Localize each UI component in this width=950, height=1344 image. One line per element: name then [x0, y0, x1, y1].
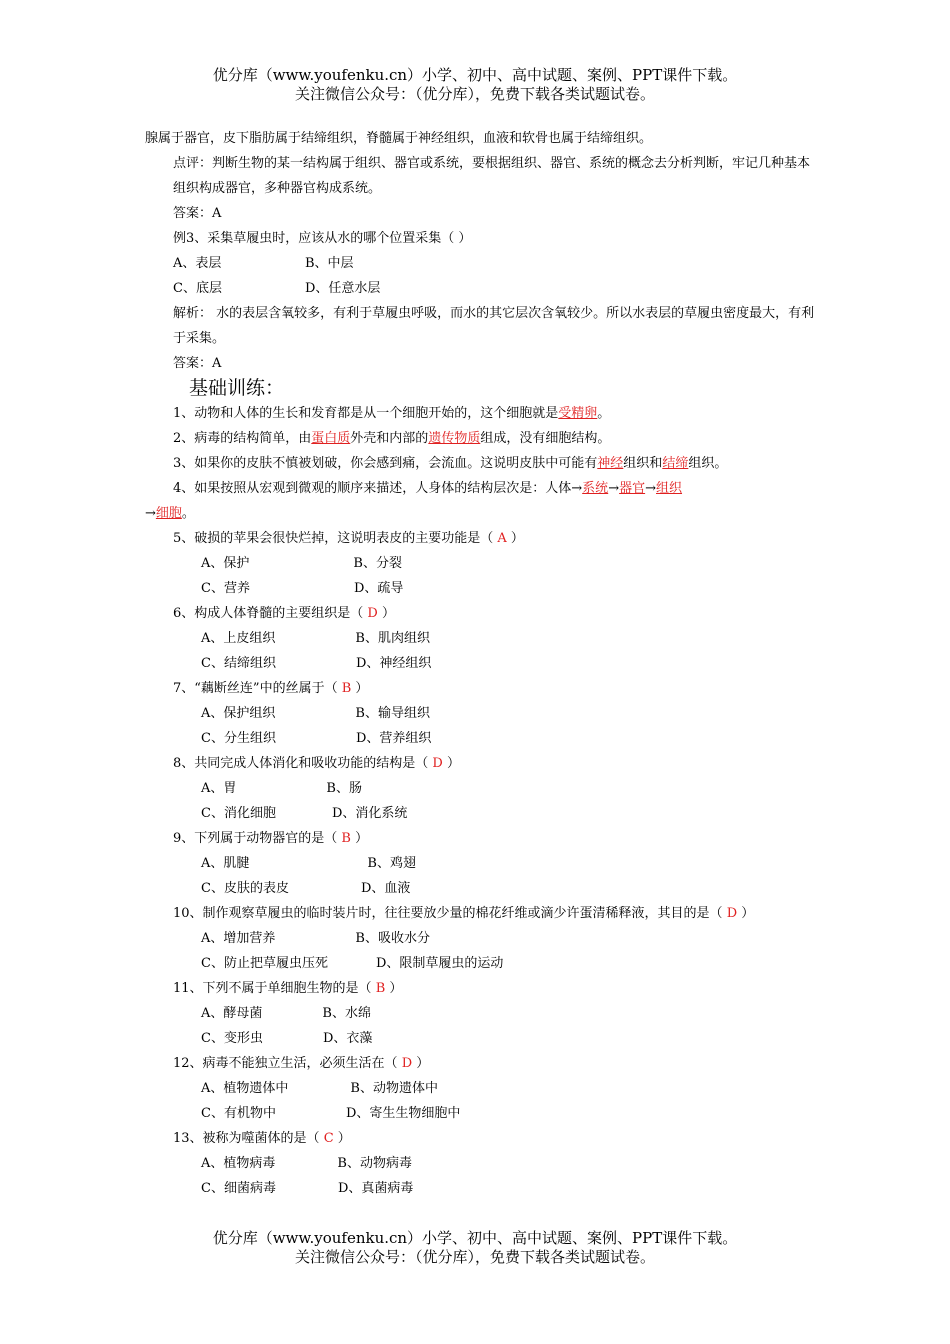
fill-question-2: [145, 426, 815, 451]
stem-text: 7、“藕断丝连”中的丝属于（: [173, 681, 342, 696]
mc-options-row: [145, 651, 815, 676]
mc-options-row: [145, 1026, 815, 1051]
q3-answer-2: 结缔: [662, 456, 689, 471]
mc-options-row: [145, 626, 815, 651]
mc-option: C、营养: [201, 581, 250, 596]
header-line-1: 优分库（www.youfenku.cn）小学、初中、高中试题、案例、PPT课件下载。: [212, 66, 738, 84]
example3-analysis: [145, 301, 815, 351]
q4-answer-4: 细胞: [155, 506, 182, 521]
fill-question-4: [145, 476, 815, 501]
mc-options-row: [145, 776, 815, 801]
mc-options-row: [145, 801, 815, 826]
commentary-paragraph: [145, 151, 815, 201]
stem-text: 11、下列不属于单细胞生物的是（: [173, 981, 376, 996]
mc-option: C、防止把草履虫压死: [201, 956, 328, 971]
mc-options-row: [145, 701, 815, 726]
fill-question-3: [145, 451, 815, 476]
stem-text: 12、病毒不能独立生活，必须生活在（: [173, 1056, 402, 1071]
mc-option: D、疏导: [353, 581, 404, 596]
answer-letter: D: [432, 756, 443, 771]
mc-option: A、增加营养: [201, 931, 276, 946]
q1-answer: 受精卵: [558, 406, 598, 421]
example3-answer: 答案：A: [173, 356, 222, 371]
mc-option: A、胃: [201, 781, 237, 796]
mc-option: B、鸡翅: [367, 856, 416, 871]
answer-letter: B: [375, 981, 386, 996]
mc-option: C、有机物中: [201, 1106, 276, 1121]
section-title: 基础训练：: [189, 377, 285, 399]
mc-option: D、消化系统: [331, 806, 408, 821]
stem-close: ）: [333, 1131, 351, 1146]
q4-answer-3: 组织: [656, 481, 683, 496]
mc-option: D、神经组织: [355, 656, 432, 671]
q4-arrow-1: →: [608, 481, 620, 496]
mc-option: A、保护: [201, 556, 250, 571]
q2-answer-1: 蛋白质: [311, 431, 351, 446]
q3-end: 组织。: [688, 456, 728, 471]
mc-options-row: [145, 876, 815, 901]
mc-option: A、酵母菌: [201, 1006, 263, 1021]
intro-paragraph-1: 腺属于器官，皮下脂肪属于结缔组织，脊髓属于神经组织，血液和软骨也属于结缔组织。: [145, 131, 653, 146]
footer-line-2: 关注微信公众号：（优分库），免费下载各类试题试卷。: [294, 1248, 655, 1266]
mc-options-row: [145, 1151, 815, 1176]
mc-option: D、真菌病毒: [337, 1181, 414, 1196]
q2-end: 组成，没有细胞结构。: [480, 431, 611, 446]
answer-letter: C: [323, 1131, 334, 1146]
answer-letter: A: [497, 531, 507, 546]
q2-answer-2: 遗传物质: [428, 431, 481, 446]
analysis-text: 解析： 水的表层含氧较多，有利于草履虫呼吸，而水的其它层次含氧较少。所以水表层的草履虫密度最大，有利于采集。: [173, 306, 815, 346]
mc-option: B、吸收水分: [355, 931, 430, 946]
stem-text: 13、被称为噬菌体的是（: [173, 1131, 324, 1146]
mc-option: C、分生组织: [201, 731, 276, 746]
stem-close: ）: [350, 831, 369, 846]
q2-text: 2、病毒的结构简单，由: [173, 431, 312, 446]
mc-options-row: [145, 726, 815, 751]
header-line-2: 关注微信公众号：（优分库），免费下载各类试题试卷。: [294, 85, 655, 103]
option-a: A、表层: [173, 256, 222, 271]
mc-option: B、肌肉组织: [355, 631, 430, 646]
q3-mid: 组织和: [623, 456, 663, 471]
page-footer: [0, 1229, 950, 1267]
mc-options-row: [145, 1176, 815, 1201]
stem-close: ）: [442, 756, 460, 771]
mc-options-row: [145, 1101, 815, 1126]
mc-options-row: [145, 551, 815, 576]
q4-arrow-2: →: [645, 481, 657, 496]
page-header: [0, 66, 950, 104]
mc-option: C、消化细胞: [201, 806, 276, 821]
stem-text: 8、共同完成人体消化和吸收功能的结构是（: [173, 756, 433, 771]
mc-option: C、细菌病毒: [201, 1181, 276, 1196]
mc-options-row: [145, 576, 815, 601]
mc-question-stem: [145, 601, 815, 626]
mc-options-row: [145, 851, 815, 876]
option-b: B、中层: [305, 256, 354, 271]
mc-option: A、上皮组织: [201, 631, 276, 646]
stem-text: 5、破损的苹果会很快烂掉，这说明表皮的主要功能是（: [173, 531, 498, 546]
mc-option: C、皮肤的表皮: [201, 881, 289, 896]
mc-question-stem: [145, 826, 815, 851]
stem-close: ）: [506, 531, 524, 546]
q4-text: 4、如果按照从宏观到微观的顺序来描述，人身体的结构层次是：人体→: [173, 481, 583, 496]
mc-option: D、衣藻: [322, 1031, 373, 1046]
q2-mid: 外壳和内部的: [350, 431, 429, 446]
mc-option: B、分裂: [353, 556, 402, 571]
mc-options-row: [145, 1001, 815, 1026]
q4-arrow-3: →: [145, 506, 156, 521]
mc-question-stem: [145, 901, 815, 926]
mc-option: B、水绵: [322, 1006, 371, 1021]
mc-option: D、营养组织: [355, 731, 432, 746]
stem-close: ）: [377, 606, 395, 621]
mc-options-row: [145, 1076, 815, 1101]
option-c: C、底层: [173, 281, 222, 296]
mc-question-stem: [145, 526, 815, 551]
mc-question-stem: [145, 751, 815, 776]
multiple-choice-list: [145, 526, 815, 1201]
mc-question-stem: [145, 676, 815, 701]
mc-options-row: [145, 926, 815, 951]
q4-end: 。: [181, 506, 195, 521]
answer-letter: D: [726, 906, 738, 921]
mc-option: D、寄生生物细胞中: [345, 1106, 461, 1121]
mc-option: C、结缔组织: [201, 656, 276, 671]
answer-line: 答案：A: [173, 206, 222, 221]
mc-option: B、输导组织: [355, 706, 430, 721]
example3-options-row2: [145, 276, 815, 301]
mc-option: D、限制草履虫的运动: [375, 956, 504, 971]
stem-close: ）: [412, 1056, 430, 1071]
q3-text: 3、如果你的皮肤不慎被划破，你会感到痛，会流血。这说明皮肤中可能有: [173, 456, 598, 471]
mc-option: B、肠: [326, 781, 362, 796]
q3-answer-1: 神经: [597, 456, 624, 471]
mc-option: B、动物病毒: [337, 1156, 412, 1171]
mc-option: A、植物病毒: [201, 1156, 276, 1171]
mc-option: D、血液: [360, 881, 411, 896]
mc-option: B、动物遗体中: [350, 1081, 438, 1096]
commentary-text: 点评：判断生物的某一结构属于组织、器官或系统，要根据组织、器官、系统的概念去分析判断，牢记几种基本组织构成器官，多种器官构成系统。: [173, 156, 811, 196]
option-d: D、任意水层: [305, 281, 381, 296]
answer-letter: B: [341, 681, 352, 696]
q1-text: 1、动物和人体的生长和发育都是从一个细胞开始的，这个细胞就是: [173, 406, 559, 421]
answer-letter: D: [401, 1056, 413, 1071]
q1-end: 。: [597, 406, 611, 421]
answer-letter: D: [367, 606, 378, 621]
stem-text: 10、制作观察草履虫的临时装片时，往往要放少量的棉花纤维或滴少许蛋清稀释液，其目的是（: [173, 906, 727, 921]
mc-question-stem: [145, 1126, 815, 1151]
mc-option: C、变形虫: [201, 1031, 263, 1046]
fill-question-4-cont: [145, 501, 815, 526]
stem-text: 6、构成人体脊髓的主要组织是（: [173, 606, 368, 621]
mc-question-stem: [145, 976, 815, 1001]
document-body: [145, 126, 815, 1201]
stem-close: ）: [351, 681, 369, 696]
mc-option: A、植物遗体中: [201, 1081, 289, 1096]
stem-close: ）: [737, 906, 755, 921]
stem-close: ）: [385, 981, 403, 996]
q4-answer-1: 系统: [582, 481, 609, 496]
example3-question: 例3、采集草履虫时，应该从水的哪个位置采集（ ）: [173, 231, 472, 246]
mc-option: A、肌腱: [201, 856, 250, 871]
q4-answer-2: 器官: [619, 481, 646, 496]
answer-letter: B: [341, 831, 351, 846]
mc-option: A、保护组织: [201, 706, 276, 721]
stem-text: 9、下列属于动物器官的是（: [173, 831, 342, 846]
mc-question-stem: [145, 1051, 815, 1076]
mc-options-row: [145, 951, 815, 976]
fill-question-1: [145, 401, 815, 426]
footer-line-1: 优分库（www.youfenku.cn）小学、初中、高中试题、案例、PPT课件下载。: [212, 1229, 738, 1247]
example3-options-row1: [145, 251, 815, 276]
